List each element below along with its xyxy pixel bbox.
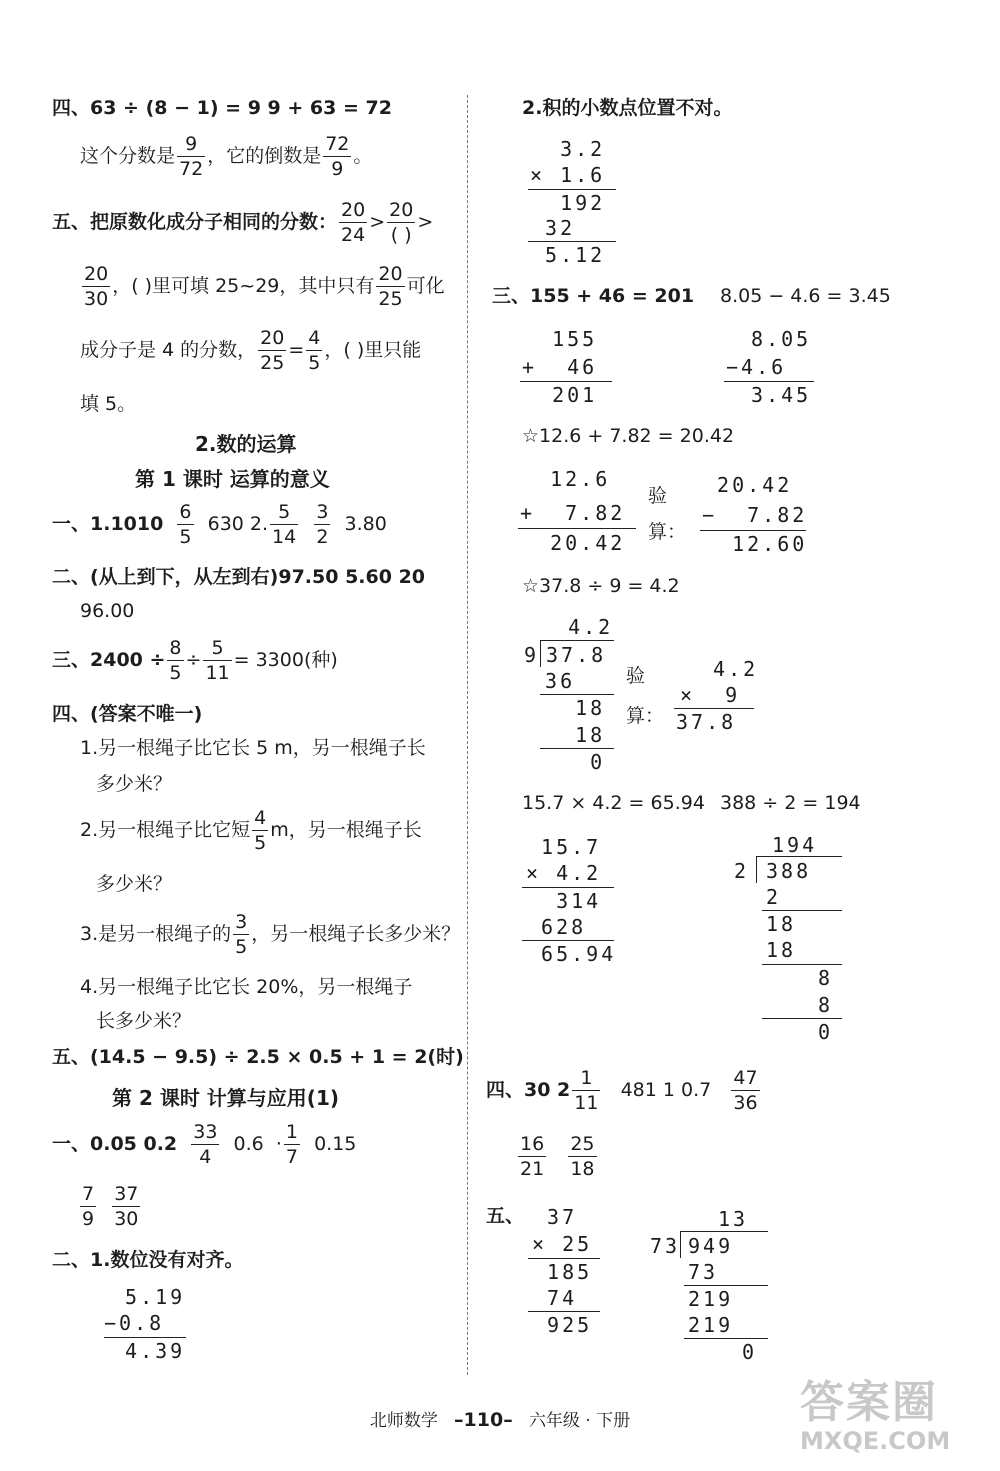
mul-2-row4: 628 [526,915,587,939]
add-2-row2: + 7.82 [520,501,626,525]
div-2-quotient: 194 [772,833,818,857]
page-number: –110– [454,1409,513,1431]
mul-1-row5: 5.12 [530,243,606,267]
lesson1-q4-4a: 4.另一根绳子比它长 20%，另一根绳子 [80,976,413,998]
lesson-1-title: 第 1 课时 运算的意义 [135,467,330,491]
lesson2-q1-line2: $\frac{7}{9}$ $\frac{37}{30}$ [82,1183,139,1230]
div-2-dividend: 388 [766,859,812,883]
div-1-top-rule [540,640,614,641]
vertical-sub-row2: −0.8 [104,1311,165,1335]
lesson1-q4-2b: 多少米？ [96,873,173,895]
answer-4-right: 四、30 2 $\frac{1}{11}$ 481 1 0.7 $\frac{47}{36}$ [486,1067,758,1114]
div-2-step3: 18 [766,938,797,962]
star-2: ☆37.8 ÷ 9 = 4.2 [522,575,680,597]
sub-1-row1: 8.05 [736,327,812,351]
mul-1-row3: 192 [530,191,606,215]
div-3-top-rule [680,1231,768,1232]
add-2-row3: 20.42 [520,531,626,555]
div-2-step5: 8 [818,993,834,1017]
verify-sub-row2: − 7.82 [702,503,808,527]
mul-3-row1: 37 [532,1205,578,1229]
lesson1-q4-1a: 1.另一根绳子比它长 5 m，另一根绳子长 [80,737,426,759]
div-2-remainder: 0 [818,1020,834,1044]
mul-2-row5: 65.94 [526,942,617,966]
div-1-bracket [540,641,541,667]
answer-5-line3: 成分子是 4 的分数， $\frac{20}{25}$ = $\frac{4}{5}$ ，( )里只能 [80,327,422,374]
div-1-step2: 18 [530,696,606,720]
lesson1-q2-line1: 二、(从上到下，从左到右)97.50 5.60 20 [52,566,426,588]
lesson1-q4-1b: 多少米？ [96,773,173,795]
watermark-logo: 答案圈 MXQE.COM [800,1377,951,1455]
answer-5-line4: 填 5。 [80,393,137,415]
verify-sub-row3: 12.60 [702,532,808,556]
answer-2: 2.积的小数点位置不对。 [522,97,733,119]
sub-1-row2: −4.6 [726,355,787,379]
verify-2-label-b: 算： [626,705,665,727]
div-1-remainder: 0 [530,750,606,774]
add-1-row3: 201 [522,383,598,407]
lesson1-q4-3: 3.是另一根绳子的 $\frac{3}{5}$ ，另一根绳子长多少米？ [80,911,461,958]
answer-5-line2: $\frac{20}{30}$ ，( )里可填 25~29，其中只有 $\frac{20}{25}$ 可化 [84,263,445,310]
column-divider [467,95,468,1375]
verify-sub-row1: 20.42 [702,473,793,497]
verify-mul-row3: 37.8 [676,710,737,734]
lesson2-q1-line1: 一、0.05 0.2 $\frac{33}{4}$ 0.6 · $\frac{1}{7}$ 0.15 [52,1121,357,1168]
footer-grade: 六年级 · 下册 [528,1411,631,1431]
vertical-sub-row1: 5.19 [110,1285,186,1309]
answer-5-right: 五、 [486,1205,525,1227]
div-1-dividend: 37.8 [546,643,607,667]
div-3-step2: 219 [688,1287,734,1311]
lesson1-q5: 五、(14.5 − 9.5) ÷ 2.5 × 0.5 + 1 = 2(时) [52,1046,464,1068]
div-3-divisor: 73 [650,1234,681,1258]
div-1-step3: 18 [530,723,606,747]
answer-5-line1: 五、把原数化成分子相同的分数： $\frac{20}{24}$ > 20 ( ) > [52,199,434,246]
mul-2-row1: 15.7 [526,835,602,859]
answer-4-fraction-line: 这个分数是 $\frac{9}{72}$ ，它的倒数是 $\frac{72}{9}$ 。 [80,133,373,180]
verify-1-label-b: 算： [648,521,687,543]
verify-mul-row2: × 9 [680,683,741,707]
add-2-row1: 12.6 [520,467,611,491]
mul-3-row2: × 25 [532,1232,593,1256]
verify-mul-row1: 4.2 [698,657,759,681]
mul-3-row3: 185 [532,1260,593,1284]
lesson1-q1: 一、1.1010 $\frac{6}{5}$ 630 2. $\frac{5}{14}$ $\frac{3}{2}$ 3.80 [52,501,387,548]
add-1-row1: 155 [522,327,598,351]
div-2-bracket [756,857,757,883]
mul-1-row2: × 1.6 [530,163,606,187]
answer-3-c: 15.7 × 4.2 = 65.94 [522,792,705,814]
div-2-step2: 18 [766,912,797,936]
add-2-rule [518,528,636,529]
answer-3-d: 388 ÷ 2 = 194 [720,792,861,814]
div-1-divisor: 9 [524,643,540,667]
lesson1-q3: 三、2400 ÷ $\frac{8}{5}$ ÷ $\frac{5}{11}$ = 3300(种) [52,637,338,684]
div-2-divisor: 2 [734,859,750,883]
sub-1-row3: 3.45 [736,383,812,407]
add-1-row2: + 46 [522,355,598,379]
mul-2-row2: × 4.2 [526,861,602,885]
div-3-step3: 219 [688,1313,734,1337]
div-2-step1: 2 [766,885,782,909]
lesson1-q4-4b: 长多少米？ [96,1010,192,1032]
lesson2-q2: 二、1.数位没有对齐。 [52,1249,244,1271]
star-1: ☆12.6 + 7.82 = 20.42 [522,425,735,447]
mul-3-row4: 74 [532,1286,578,1310]
lesson1-q4: 四、(答案不唯一) [52,703,203,725]
answer-3-b: 8.05 − 4.6 = 3.45 [720,285,891,307]
div-2-step4: 8 [818,966,834,990]
mul-1-row4: 32 [530,216,576,240]
section-title: 2.数的运算 [195,432,297,456]
lesson1-q2-line2: 96.00 [80,600,135,622]
verify-1-label-a: 验 [648,485,668,507]
mul-3-row5: 925 [532,1313,593,1337]
lesson-2-title: 第 2 课时 计算与应用(1) [112,1086,340,1110]
footer-book: 北师数学 [369,1411,438,1431]
vertical-sub-row3: 4.39 [110,1339,186,1363]
lesson1-q4-2a: 2.另一根绳子比它短 $\frac{4}{5}$ m，另一根绳子长 [80,807,422,854]
mul-2-row3: 314 [526,889,602,913]
div-1-quotient: 4.2 [538,615,614,639]
answer-4: 四、63 ÷ (8 − 1) = 9 9 + 63 = 72 [52,97,392,119]
mul-1-row1: 3.2 [530,137,606,161]
answer-3: 三、155 + 46 = 201 [492,285,695,307]
div-3-quotient: 13 [718,1207,749,1231]
div-3-bracket [680,1232,681,1258]
div-3-dividend: 949 [688,1234,734,1258]
div-3-remainder: 0 [742,1340,758,1364]
div-3-step1: 73 [688,1260,719,1284]
verify-2-label-a: 验 [626,665,646,687]
div-1-step1: 36 [530,669,576,693]
div-2-top-rule [756,856,842,857]
answer-4-right-line2: $\frac{16}{21}$ $\frac{25}{18}$ [520,1133,595,1180]
